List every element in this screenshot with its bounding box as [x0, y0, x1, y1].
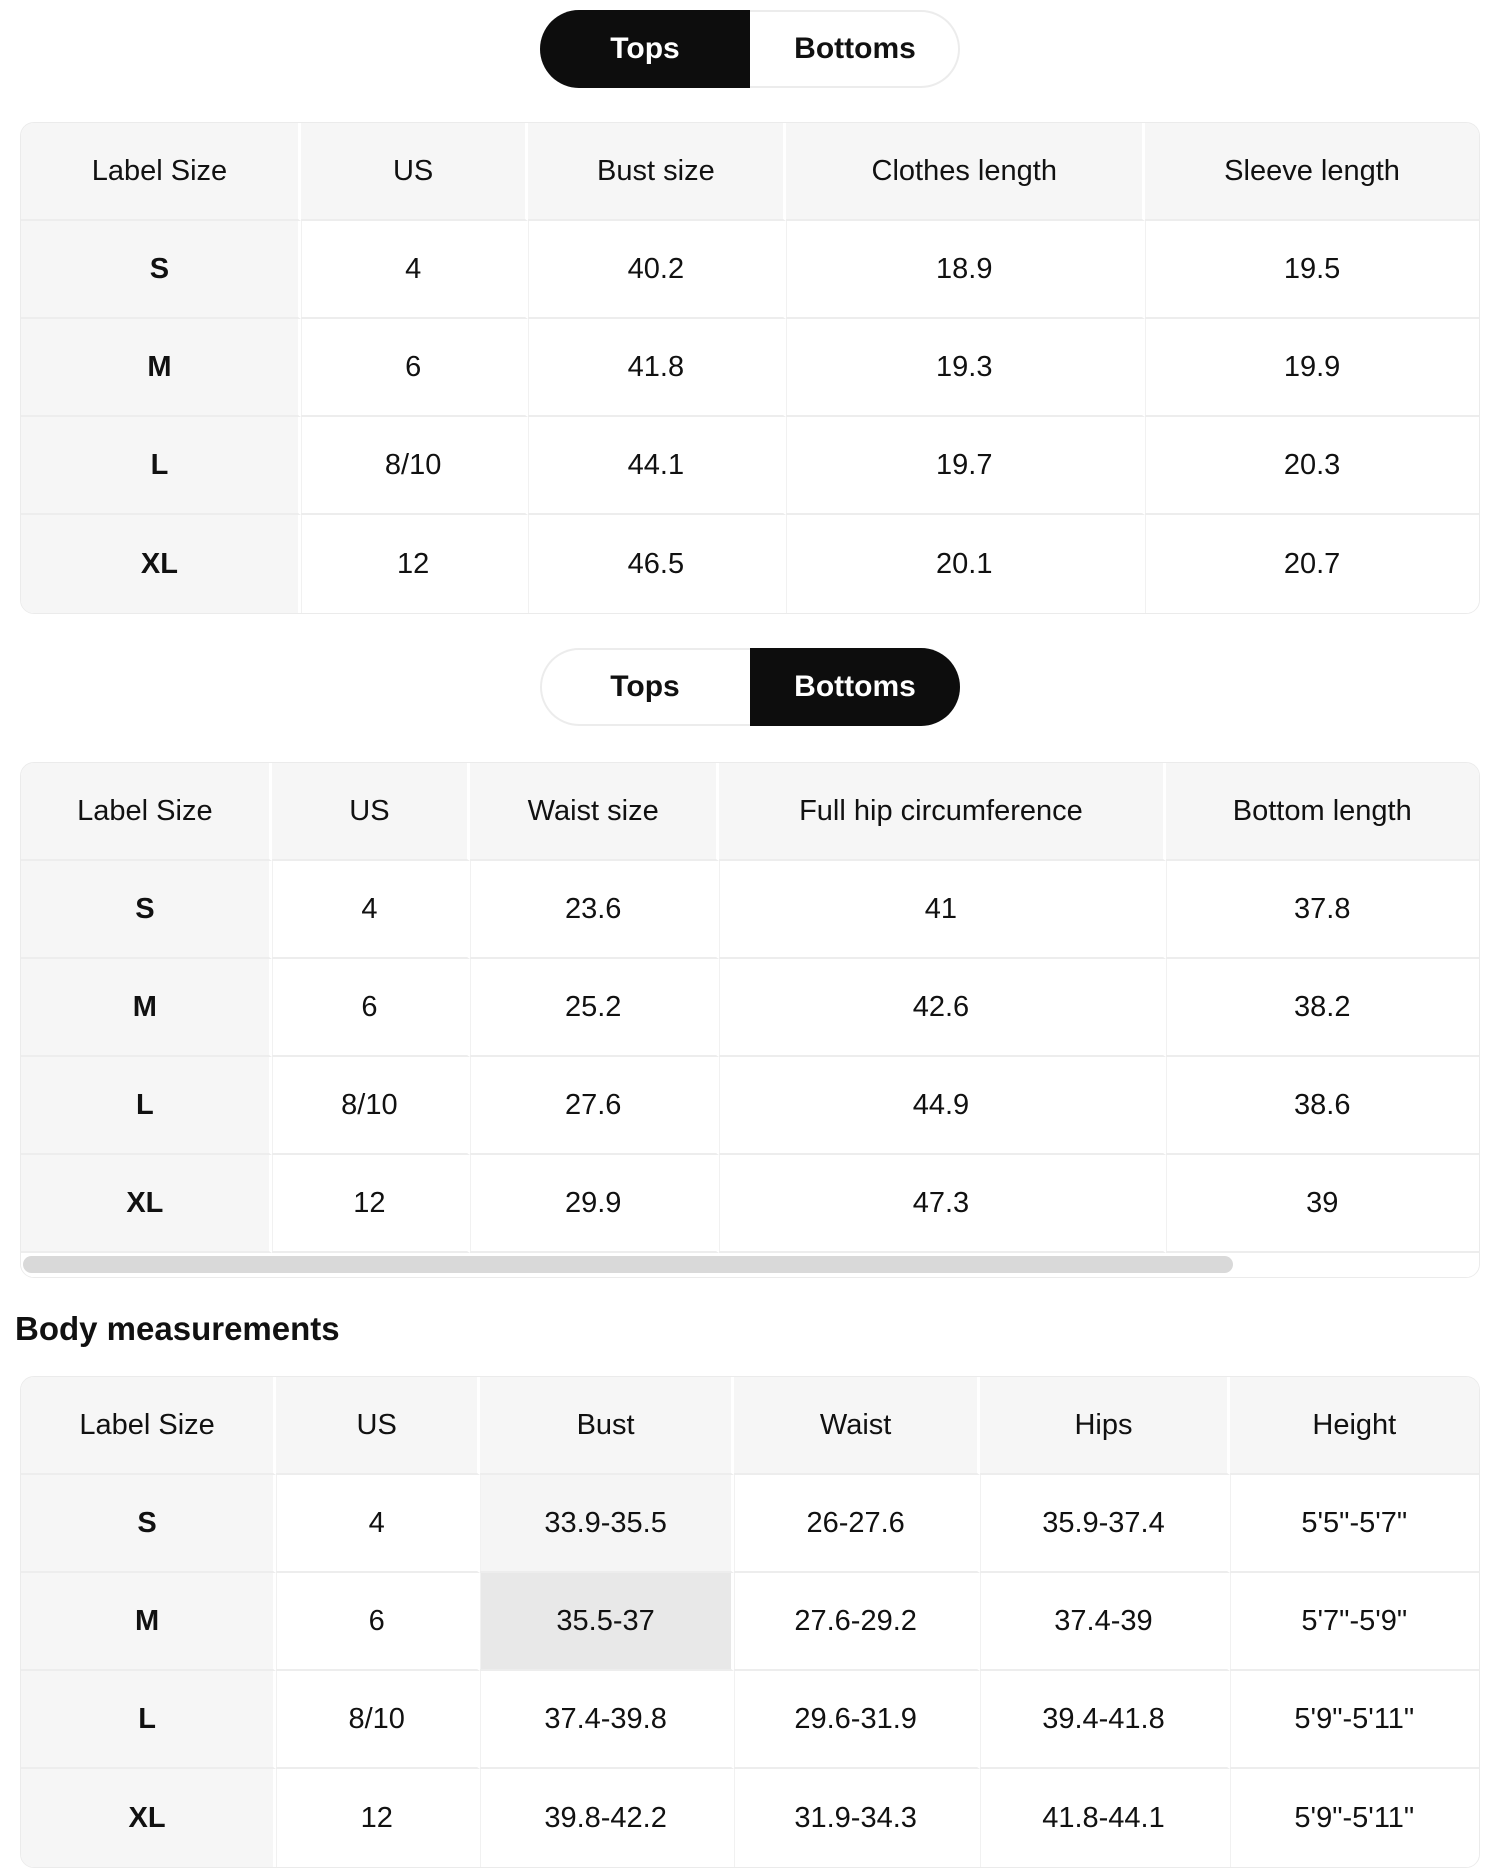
column-header: Bust	[480, 1377, 734, 1475]
value-cell: 35.9-37.4	[980, 1475, 1229, 1573]
row-label-cell: S	[21, 221, 301, 319]
table-row	[21, 1155, 1479, 1253]
value-cell: 40.2	[528, 221, 786, 319]
value-cell: 27.6	[470, 1057, 719, 1155]
table-row	[21, 959, 1479, 1057]
toggle-bottoms-button-2[interactable]: Bottoms	[750, 648, 960, 726]
value-cell: 44.1	[528, 417, 786, 515]
header-row	[21, 1377, 1479, 1475]
table-row	[21, 1769, 1479, 1867]
value-cell: 37.4-39.8	[480, 1671, 734, 1769]
value-cell: 39.4-41.8	[980, 1671, 1229, 1769]
column-header: Bottom length	[1166, 763, 1480, 861]
value-cell: 20.3	[1145, 417, 1479, 515]
table-row	[21, 515, 1479, 613]
value-cell: 19.9	[1145, 319, 1479, 417]
value-cell: 38.2	[1166, 959, 1480, 1057]
horizontal-scrollbar-thumb[interactable]	[23, 1256, 1233, 1273]
horizontal-scrollbar-track	[21, 1253, 1479, 1277]
value-cell: 12	[276, 1769, 480, 1867]
value-cell: 12	[272, 1155, 470, 1253]
value-cell: 33.9-35.5	[480, 1475, 734, 1573]
value-cell: 46.5	[528, 515, 786, 613]
value-cell: 39	[1166, 1155, 1480, 1253]
value-cell: 19.7	[786, 417, 1145, 515]
value-cell: 4	[272, 861, 470, 959]
value-cell: 18.9	[786, 221, 1145, 319]
body-measurements-table	[21, 1377, 1479, 1867]
value-cell: 6	[272, 959, 470, 1057]
toggle-tops-button-2[interactable]: Tops	[540, 648, 750, 726]
column-header: Height	[1230, 1377, 1479, 1475]
table-row	[21, 1057, 1479, 1155]
bottoms-size-table-container[interactable]	[20, 762, 1480, 1278]
row-label-cell: S	[21, 1475, 276, 1573]
row-label-cell: L	[21, 1671, 276, 1769]
row-label-cell: M	[21, 959, 272, 1057]
value-cell: 29.9	[470, 1155, 719, 1253]
value-cell: 19.5	[1145, 221, 1479, 319]
tops-bottoms-toggle-2	[540, 648, 960, 726]
value-cell: 4	[301, 221, 528, 319]
value-cell: 38.6	[1166, 1057, 1480, 1155]
tops-size-table-container	[20, 122, 1480, 614]
value-cell: 41	[719, 861, 1165, 959]
row-label-cell: XL	[21, 515, 301, 613]
value-cell: 12	[301, 515, 528, 613]
table-row	[21, 1671, 1479, 1769]
tops-bottoms-toggle-1	[540, 10, 960, 88]
value-cell: 29.6-31.9	[734, 1671, 980, 1769]
table-row	[21, 861, 1479, 959]
value-cell: 47.3	[719, 1155, 1165, 1253]
column-header: Bust size	[528, 123, 786, 221]
value-cell: 8/10	[276, 1671, 480, 1769]
column-header: Waist size	[470, 763, 719, 861]
toggle-tops-button[interactable]: Tops	[540, 10, 750, 88]
value-cell: 20.7	[1145, 515, 1479, 613]
value-cell: 26-27.6	[734, 1475, 980, 1573]
column-header: Waist	[734, 1377, 980, 1475]
column-header: Clothes length	[786, 123, 1145, 221]
column-header: US	[276, 1377, 480, 1475]
value-cell: 19.3	[786, 319, 1145, 417]
table-row	[21, 221, 1479, 319]
value-cell: 39.8-42.2	[480, 1769, 734, 1867]
header-row	[21, 123, 1479, 221]
value-cell: 27.6-29.2	[734, 1573, 980, 1671]
value-cell: 8/10	[272, 1057, 470, 1155]
value-cell: 41.8-44.1	[980, 1769, 1229, 1867]
value-cell: 4	[276, 1475, 480, 1573]
value-cell: 41.8	[528, 319, 786, 417]
value-cell: 5'9"-5'11"	[1230, 1671, 1479, 1769]
tops-size-table	[21, 123, 1479, 613]
row-label-cell: XL	[21, 1769, 276, 1867]
value-cell: 5'5"-5'7"	[1230, 1475, 1479, 1573]
value-cell: 31.9-34.3	[734, 1769, 980, 1867]
value-cell: 37.4-39	[980, 1573, 1229, 1671]
body-measurements-heading: Body measurements	[15, 1310, 340, 1347]
value-cell: 35.5-37	[480, 1573, 734, 1671]
value-cell: 23.6	[470, 861, 719, 959]
table-row	[21, 1475, 1479, 1573]
column-header: Label Size	[21, 763, 272, 861]
table-row	[21, 1573, 1479, 1671]
value-cell: 6	[301, 319, 528, 417]
table-row	[21, 417, 1479, 515]
row-label-cell: L	[21, 1057, 272, 1155]
body-measurements-table-container	[20, 1376, 1480, 1868]
toggle-bottoms-button[interactable]: Bottoms	[750, 10, 960, 88]
column-header: Label Size	[21, 1377, 276, 1475]
value-cell: 25.2	[470, 959, 719, 1057]
column-header: Full hip circumference	[719, 763, 1165, 861]
value-cell: 6	[276, 1573, 480, 1671]
column-header: US	[301, 123, 528, 221]
row-label-cell: XL	[21, 1155, 272, 1253]
value-cell: 44.9	[719, 1057, 1165, 1155]
value-cell: 42.6	[719, 959, 1165, 1057]
column-header: Sleeve length	[1145, 123, 1479, 221]
bottoms-size-table	[21, 763, 1479, 1253]
row-label-cell: L	[21, 417, 301, 515]
header-row	[21, 763, 1479, 861]
value-cell: 8/10	[301, 417, 528, 515]
table-row	[21, 319, 1479, 417]
value-cell: 20.1	[786, 515, 1145, 613]
column-header: Label Size	[21, 123, 301, 221]
column-header: US	[272, 763, 470, 861]
value-cell: 5'7"-5'9"	[1230, 1573, 1479, 1671]
value-cell: 5'9"-5'11"	[1230, 1769, 1479, 1867]
row-label-cell: M	[21, 319, 301, 417]
column-header: Hips	[980, 1377, 1229, 1475]
row-label-cell: M	[21, 1573, 276, 1671]
row-label-cell: S	[21, 861, 272, 959]
value-cell: 37.8	[1166, 861, 1480, 959]
